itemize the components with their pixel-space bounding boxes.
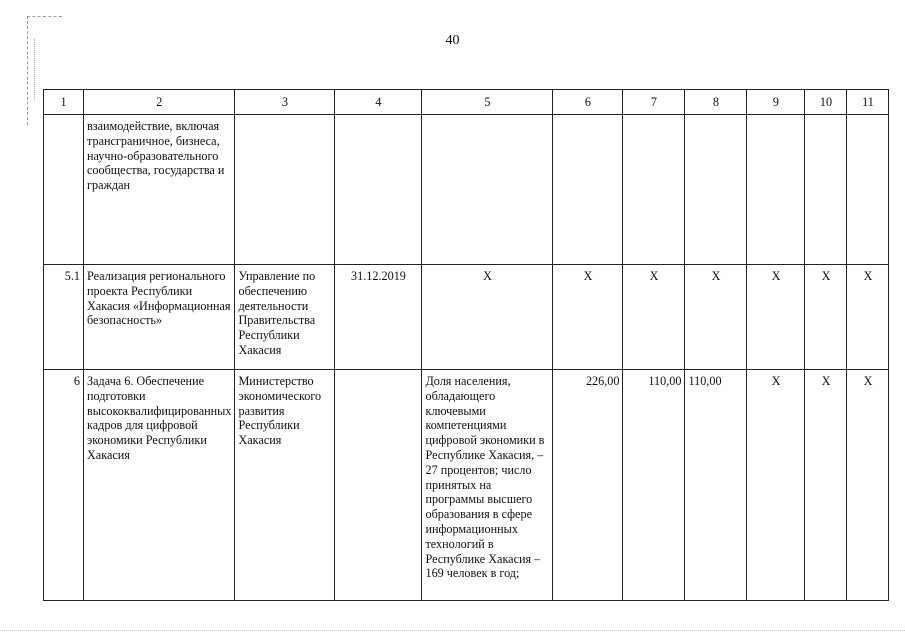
- indicator: Х: [422, 265, 553, 370]
- header-cell: 8: [685, 90, 747, 115]
- page-number: 40: [445, 33, 460, 48]
- measure-name: взаимодействие, включая трансграничное, бизнеса, научно-образовательного сообщества, государства и граждан: [84, 115, 235, 265]
- header-cell: 7: [623, 90, 685, 115]
- value-col-10: Х: [805, 370, 847, 601]
- value-col-11: Х: [847, 265, 889, 370]
- row-number: 5.1: [44, 265, 84, 370]
- header-cell: 3: [235, 90, 335, 115]
- executor: Управление по обеспечению деятельности Правительства Республики Хакасия: [235, 265, 335, 370]
- header-cell: 10: [805, 90, 847, 115]
- value-col-10: Х: [805, 265, 847, 370]
- header-cell: 4: [335, 90, 422, 115]
- table-row: [44, 115, 889, 265]
- header-cell: 2: [84, 90, 235, 115]
- table-row: [44, 370, 889, 601]
- measure-name: Реализация регионального проекта Республики Хакасия «Информационная безопасность»: [84, 265, 235, 370]
- value-col-9: Х: [747, 370, 805, 601]
- value-col-8: [685, 115, 747, 265]
- row-number: 6: [44, 370, 84, 601]
- value-col-6: Х: [553, 265, 623, 370]
- value-col-9: Х: [747, 265, 805, 370]
- header-row: [44, 90, 889, 115]
- value-col-10: [805, 115, 847, 265]
- deadline: [335, 370, 422, 601]
- header-cell: 1: [44, 90, 84, 115]
- executor: Министерство экономического развития Республики Хакасия: [235, 370, 335, 601]
- row-number: [44, 115, 84, 265]
- header-cell: 11: [847, 90, 889, 115]
- deadline: [335, 115, 422, 265]
- value-col-7: [623, 115, 685, 265]
- value-col-7: 110,00: [623, 370, 685, 601]
- value-col-6: 226,00: [553, 370, 623, 601]
- table-row: [44, 265, 889, 370]
- value-col-6: [553, 115, 623, 265]
- measure-name: Задача 6. Обеспечение подготовки высококвалифицированных кадров для цифровой экономики Республики Хакасия: [84, 370, 235, 601]
- scan-bottom-edge: [0, 630, 905, 633]
- value-col-8: Х: [685, 265, 747, 370]
- indicator: Доля населения, обладающего ключевыми компетенциями цифровой экономики в Республике Хакасия, – 27 процентов; число принятых на программы высшего образования в сфере информационных технологий в Республике Хакасия – 169 человек в год;: [422, 370, 553, 601]
- value-col-8: 110,00: [685, 370, 747, 601]
- indicator: [422, 115, 553, 265]
- value-col-11: Х: [847, 370, 889, 601]
- value-col-9: [747, 115, 805, 265]
- executor: [235, 115, 335, 265]
- header-cell: 9: [747, 90, 805, 115]
- header-cell: 6: [553, 90, 623, 115]
- deadline: 31.12.2019: [335, 265, 422, 370]
- value-col-11: [847, 115, 889, 265]
- document-table: [43, 89, 889, 601]
- value-col-7: Х: [623, 265, 685, 370]
- header-cell: 5: [422, 90, 553, 115]
